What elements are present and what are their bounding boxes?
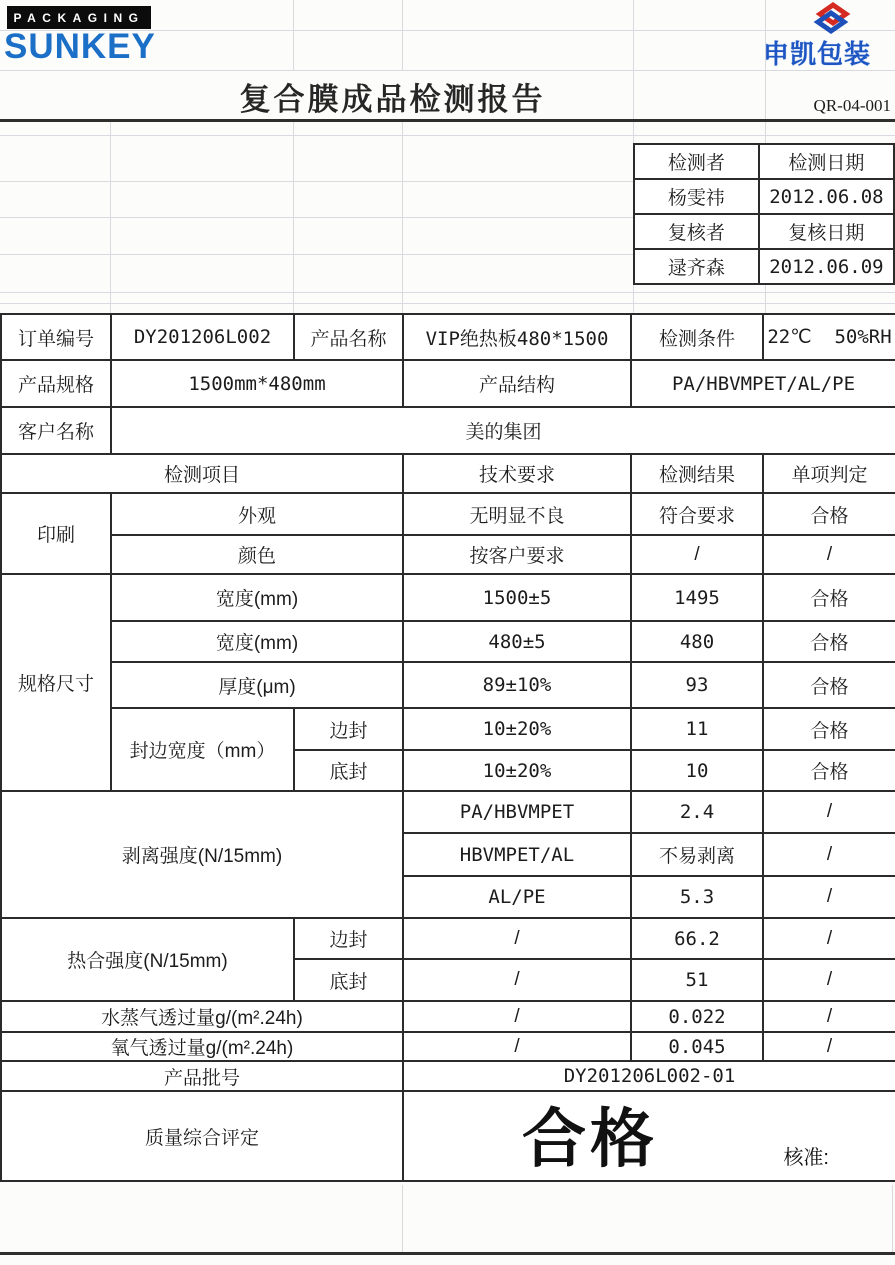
wvtr-judge: / bbox=[763, 1001, 895, 1032]
header-item: 检测项目 bbox=[1, 454, 403, 493]
dims-result: 93 bbox=[631, 662, 763, 708]
print-judge: / bbox=[763, 535, 895, 574]
inspect-date-label-cell: 检测日期 bbox=[759, 144, 894, 179]
gridline bbox=[293, 122, 294, 313]
seal-result: 11 bbox=[631, 708, 763, 750]
heatseal-result: 66.2 bbox=[631, 918, 763, 959]
dims-item: 宽度(mm) bbox=[111, 574, 403, 621]
product-spec-value: 1500mm*480mm bbox=[111, 360, 403, 407]
print-req: 按客户要求 bbox=[403, 535, 631, 574]
otr-label: 氧气透过量g/(m².24h) bbox=[1, 1032, 403, 1061]
overall-result-cell bbox=[403, 1091, 895, 1181]
peel-layer: PA/HBVMPET bbox=[403, 791, 631, 833]
heatseal-req: / bbox=[403, 918, 631, 959]
print-item: 外观 bbox=[111, 493, 403, 535]
print-result: / bbox=[631, 535, 763, 574]
review-date-label-cell: 复核日期 bbox=[759, 214, 894, 249]
heatseal-judge: / bbox=[763, 918, 895, 959]
inspector-name-cell: 杨雯祎 bbox=[634, 179, 759, 214]
product-structure-value: PA/HBVMPET/AL/PE bbox=[631, 360, 895, 407]
heatseal-strength-label: 热合强度(N/15mm) bbox=[1, 918, 294, 1001]
order-no-label: 订单编号 bbox=[1, 314, 111, 360]
bottom-border bbox=[0, 1252, 895, 1255]
print-group-label: 印刷 bbox=[1, 493, 111, 574]
reviewer-name-cell: 逯齐森 bbox=[634, 249, 759, 284]
doc-number: QR-04-001 bbox=[813, 96, 891, 115]
dims-judge: 合格 bbox=[763, 662, 895, 708]
gridline bbox=[0, 70, 895, 71]
print-result: 符合要求 bbox=[631, 493, 763, 535]
packaging-badge: PACKAGING bbox=[7, 6, 151, 29]
wvtr-req: / bbox=[403, 1001, 631, 1032]
title-divider bbox=[0, 119, 895, 122]
approve-label: 核准: bbox=[783, 1147, 829, 1170]
header-judgement: 单项判定 bbox=[763, 454, 895, 493]
dims-result: 1495 bbox=[631, 574, 763, 621]
gridline bbox=[0, 292, 895, 293]
peel-judge: / bbox=[763, 876, 895, 918]
dims-judge: 合格 bbox=[763, 621, 895, 662]
dims-group-label: 规格尺寸 bbox=[1, 574, 111, 791]
dims-item: 宽度(mm) bbox=[111, 621, 403, 662]
peel-result: 5.3 bbox=[631, 876, 763, 918]
inspect-date-cell: 2012.06.08 bbox=[759, 179, 894, 214]
header-requirement: 技术要求 bbox=[403, 454, 631, 493]
batch-value: DY201206L002-01 bbox=[403, 1061, 895, 1091]
peel-judge: / bbox=[763, 833, 895, 876]
order-no-value: DY201206L002 bbox=[111, 314, 294, 360]
shenkai-logo-cn-text: 申凯包装 bbox=[763, 39, 872, 69]
print-item: 颜色 bbox=[111, 535, 403, 574]
test-condition-value: 22℃ 50%RH bbox=[763, 314, 895, 360]
product-spec-label: 产品规格 bbox=[1, 360, 111, 407]
seal-item: 边封 bbox=[294, 708, 403, 750]
print-judge: 合格 bbox=[763, 493, 895, 535]
heatseal-item: 边封 bbox=[294, 918, 403, 959]
peel-layer: AL/PE bbox=[403, 876, 631, 918]
product-name-value: VIP绝热板480*1500 bbox=[403, 314, 631, 360]
otr-judge: / bbox=[763, 1032, 895, 1061]
peel-result: 不易剥离 bbox=[631, 833, 763, 876]
seal-result: 10 bbox=[631, 750, 763, 791]
seal-req: 10±20% bbox=[403, 750, 631, 791]
gridline bbox=[293, 0, 294, 70]
peel-judge: / bbox=[763, 791, 895, 833]
inspector-label-cell: 检测者 bbox=[634, 144, 759, 179]
dims-req: 89±10% bbox=[403, 662, 631, 708]
product-name-label: 产品名称 bbox=[294, 314, 403, 360]
otr-result: 0.045 bbox=[631, 1032, 763, 1061]
peel-strength-label: 剥离强度(N/15mm) bbox=[1, 791, 403, 918]
gridline bbox=[0, 135, 895, 136]
dims-item: 厚度(μm) bbox=[111, 662, 403, 708]
dims-result: 480 bbox=[631, 621, 763, 662]
customer-label: 客户名称 bbox=[1, 407, 111, 454]
seal-width-label: 封边宽度（mm） bbox=[111, 708, 294, 791]
seal-judge: 合格 bbox=[763, 708, 895, 750]
gridline bbox=[892, 1185, 893, 1253]
test-condition-label: 检测条件 bbox=[631, 314, 763, 360]
page-title: 复合膜成品检测报告 bbox=[239, 82, 546, 117]
seal-req: 10±20% bbox=[403, 708, 631, 750]
gridline bbox=[402, 1185, 403, 1253]
overall-label: 质量综合评定 bbox=[1, 1091, 403, 1181]
overall-pass-text: 合格 bbox=[522, 1104, 658, 1176]
inspection-report-table bbox=[0, 313, 895, 1182]
review-date-cell: 2012.06.09 bbox=[759, 249, 894, 284]
heatseal-req: / bbox=[403, 959, 631, 1001]
customer-value: 美的集团 bbox=[111, 407, 895, 454]
print-req: 无明显不良 bbox=[403, 493, 631, 535]
otr-req: / bbox=[403, 1032, 631, 1061]
heatseal-judge: / bbox=[763, 959, 895, 1001]
gridline bbox=[0, 303, 895, 304]
header-result: 检测结果 bbox=[631, 454, 763, 493]
gridline bbox=[402, 122, 403, 313]
gridline bbox=[402, 0, 403, 70]
dims-req: 480±5 bbox=[403, 621, 631, 662]
peel-layer: HBVMPET/AL bbox=[403, 833, 631, 876]
inspector-sign-table bbox=[633, 143, 895, 285]
wvtr-label: 水蒸气透过量g/(m².24h) bbox=[1, 1001, 403, 1032]
reviewer-label-cell: 复核者 bbox=[634, 214, 759, 249]
sunkey-logo-text: SUNKEY bbox=[4, 27, 156, 66]
dims-judge: 合格 bbox=[763, 574, 895, 621]
heatseal-item: 底封 bbox=[294, 959, 403, 1001]
seal-item: 底封 bbox=[294, 750, 403, 791]
batch-label: 产品批号 bbox=[1, 1061, 403, 1091]
gridline bbox=[110, 122, 111, 313]
heatseal-result: 51 bbox=[631, 959, 763, 1001]
product-structure-label: 产品结构 bbox=[403, 360, 631, 407]
seal-judge: 合格 bbox=[763, 750, 895, 791]
peel-result: 2.4 bbox=[631, 791, 763, 833]
wvtr-result: 0.022 bbox=[631, 1001, 763, 1032]
dims-req: 1500±5 bbox=[403, 574, 631, 621]
